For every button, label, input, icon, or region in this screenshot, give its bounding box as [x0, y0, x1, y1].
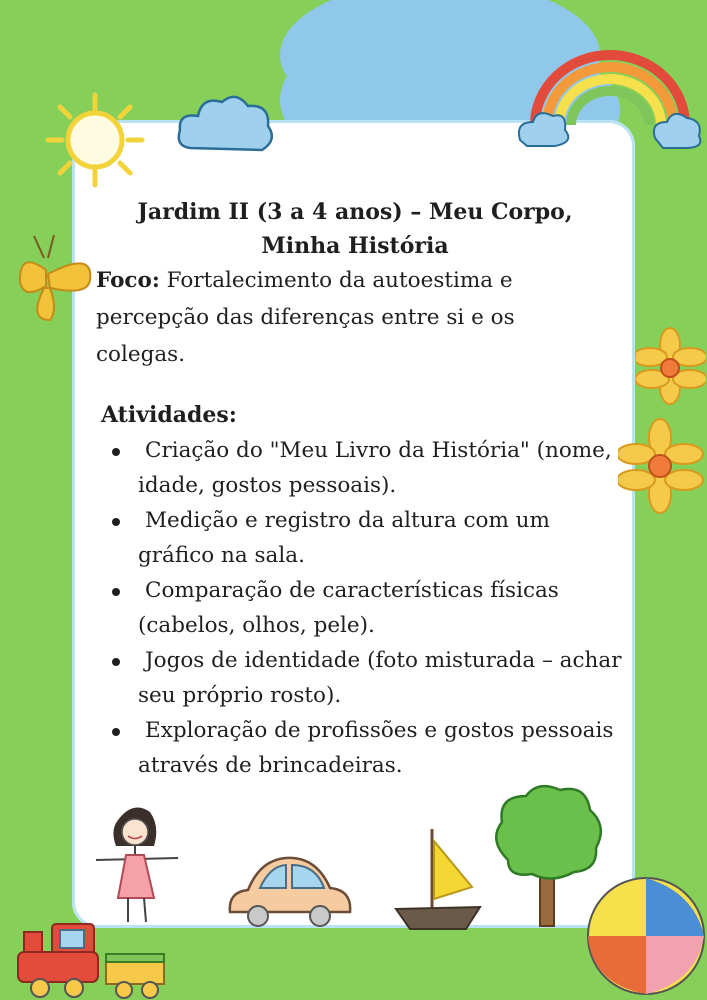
car-drawing-icon [220, 850, 360, 935]
bullet-icon [112, 588, 120, 596]
activities-heading: Atividades: [101, 402, 237, 428]
flower-icon [636, 325, 706, 405]
bullet-icon [112, 518, 120, 526]
focus-label: Foco: [96, 268, 160, 293]
focus-text: Fortalecimento da autoestima e percepção das diferenças entre si e os colegas. [96, 268, 515, 367]
sailboat-icon [392, 825, 484, 935]
cloud-icon [170, 88, 280, 168]
bullet-icon [112, 658, 120, 666]
rainbow-icon [515, 30, 705, 160]
page-title: Jardim II (3 a 4 anos) – Meu Corpo, Minha História [137, 199, 573, 259]
list-item: Jogos de identidade (foto misturada – achar seu próprio rosto). [104, 643, 624, 713]
girl-drawing-icon [88, 800, 198, 930]
list-item: Comparação de características físicas (cabelos, olhos, pele). [104, 573, 624, 643]
train-icon [14, 918, 174, 1000]
butterfly-icon [14, 230, 100, 326]
list-item: Exploração de profissões e gostos pessoais através de brincadeiras. [104, 713, 624, 783]
bullet-icon [112, 728, 120, 736]
ball-icon [584, 872, 707, 1000]
list-item: Criação do "Meu Livro da História" (nome, idade, gostos pessoais). [104, 433, 624, 503]
bullet-icon [112, 448, 120, 456]
focus-paragraph [96, 262, 596, 373]
activities-list [104, 433, 624, 783]
sun-icon [40, 90, 150, 190]
list-item: Medição e registro da altura com um gráfico na sala. [104, 503, 624, 573]
flower-icon [618, 418, 704, 514]
